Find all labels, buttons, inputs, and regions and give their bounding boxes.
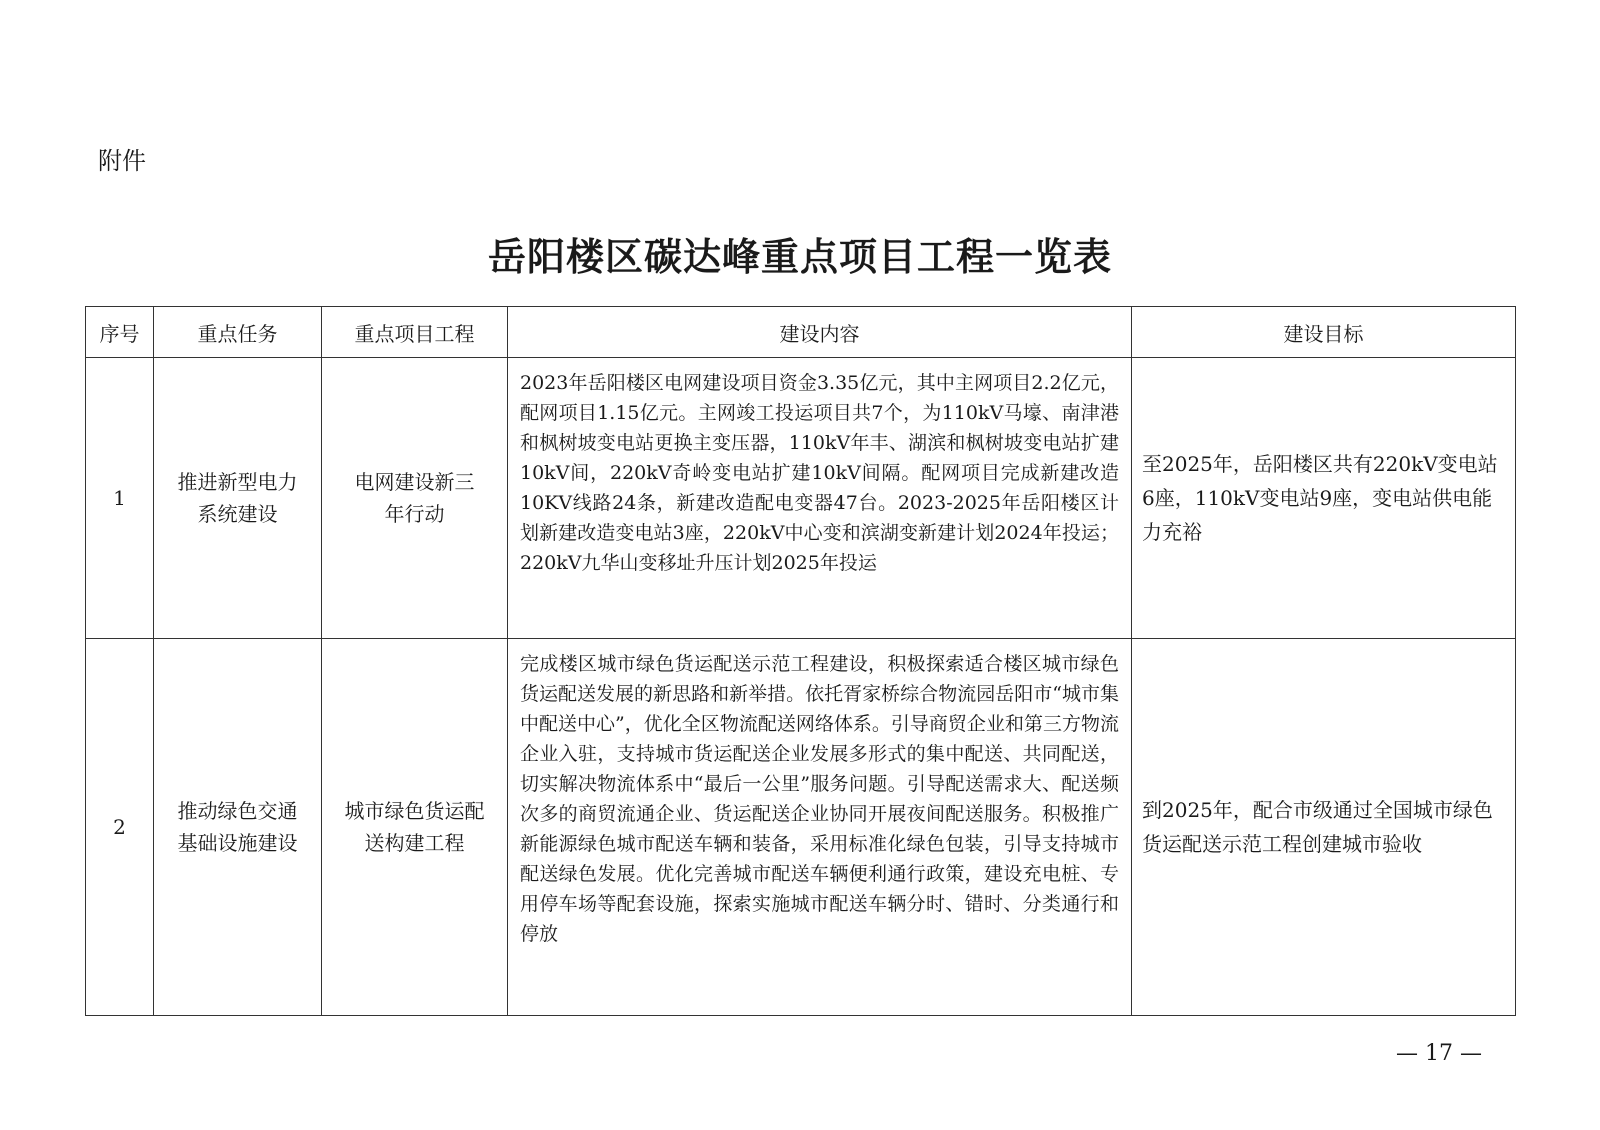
document-title: 岳阳楼区碳达峰重点项目工程一览表 bbox=[487, 234, 1112, 279]
row-target: 到2025年，配合市级通过全国城市绿色货运配送示范工程创建城市验收 bbox=[1132, 639, 1516, 1016]
row-task-text: 推进新型电力系统建设 bbox=[177, 470, 298, 526]
row-target: 至2025年，岳阳楼区共有220kV变电站6座，110kV变电站9座，变电站供电能力充裕 bbox=[1132, 358, 1516, 639]
table-header-row bbox=[86, 307, 1516, 358]
row-task bbox=[154, 358, 322, 639]
table-row bbox=[86, 358, 1516, 639]
page-number: — 17 — bbox=[1396, 1041, 1482, 1066]
row-project-text: 电网建设新三年行动 bbox=[354, 470, 475, 526]
row-project-text: 城市绿色货运配送构建工程 bbox=[344, 799, 485, 855]
header-project: 重点项目工程 bbox=[322, 307, 508, 358]
header-target: 建设目标 bbox=[1132, 307, 1516, 358]
project-table bbox=[85, 306, 1516, 1016]
row-content: 完成楼区城市绿色货运配送示范工程建设，积极探索适合楼区城市绿色货运配送发展的新思路和新举措。依托胥家桥综合物流园岳阳市“城市集中配送中心”，优化全区物流配送网络体系。引导商贸企业和第三方物流企业入驻，支持城市货运配送企业发展多形式的集中配送、共同配送，切实解决物流体系中“最后一公里”服务问题。引导配送需求大、配送频次多的商贸流通企业、货运配送企业协同开展夜间配送服务。积极推广新能源绿色城市配送车辆和装备，采用标准化绿色包装，引导支持城市配送绿色发展。优化完善城市配送车辆便利通行政策，建设充电桩、专用停车场等配套设施，探索实施城市配送车辆分时、错时、分类通行和停放 bbox=[508, 639, 1132, 1016]
row-seq: 1 bbox=[86, 358, 154, 639]
row-content: 2023年岳阳楼区电网建设项目资金3.35亿元，其中主网项目2.2亿元，配网项目1.15亿元。主网竣工投运项目共7个，为110kV马壕、南津港和枫树坡变电站更换主变压器，110kV年丰、湖滨和枫树坡变电站扩建10kV间，220kV奇岭变电站扩建10kV间隔。配网项目完成新建改造10KV线路24条，新建改造配电变器47台。2023-2025年岳阳楼区计划新建改造变电站3座，220kV中心变和滨湖变新建计划2024年投运；220kV九华山变移址升压计划2025年投运 bbox=[508, 358, 1132, 639]
row-seq: 2 bbox=[86, 639, 154, 1016]
header-content: 建设内容 bbox=[508, 307, 1132, 358]
row-task bbox=[154, 639, 322, 1016]
attachment-label: 附件 bbox=[98, 147, 146, 175]
row-project bbox=[322, 639, 508, 1016]
row-task-text: 推动绿色交通基础设施建设 bbox=[177, 799, 298, 855]
header-task: 重点任务 bbox=[154, 307, 322, 358]
header-seq: 序号 bbox=[86, 307, 154, 358]
row-project bbox=[322, 358, 508, 639]
table-row bbox=[86, 639, 1516, 1016]
